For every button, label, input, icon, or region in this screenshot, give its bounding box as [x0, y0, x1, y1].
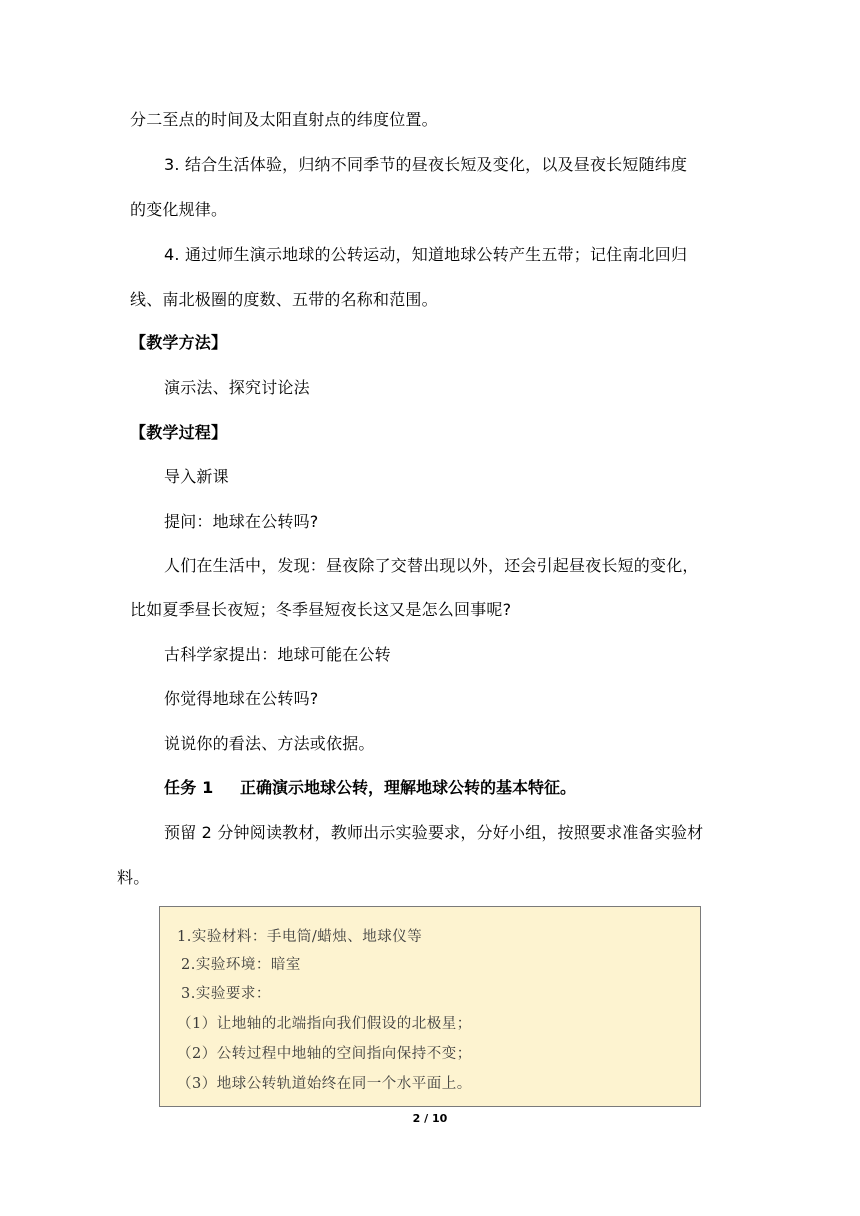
paragraph-line: 分二至点的时间及太阳直射点的纬度位置。 [130, 110, 438, 129]
paragraph-line: 演示法、探究讨论法 [164, 378, 310, 397]
box-line-requirements: 3.实验要求： [181, 986, 271, 1002]
paragraph-line: 预留 2 分钟阅读教材，教师出示实验要求，分好小组，按照要求准备实验材 [164, 823, 704, 842]
section-heading-process: 【教学过程】 [130, 423, 228, 442]
paragraph-line: 4. 通过师生演示地球的公转运动，知道地球公转产生五带；记住南北回归 [164, 245, 688, 264]
paragraph-line: 线、南北极圈的度数、五带的名称和范围。 [130, 290, 438, 309]
paragraph-line: 说说你的看法、方法或依据。 [164, 734, 375, 753]
section-heading-method: 【教学方法】 [130, 333, 228, 352]
paragraph-line: 3. 结合生活体验，归纳不同季节的昼夜长短及变化，以及昼夜长短随纬度 [164, 155, 688, 174]
task-label: 任务 1 [164, 778, 214, 797]
paragraph-line: 导入新课 [164, 467, 229, 486]
box-line-req-1: （1）让地轴的北端指向我们假设的北极星； [177, 1016, 472, 1032]
page-number: 2 / 10 [412, 1112, 448, 1125]
paragraph-line: 人们在生活中，发现：昼夜除了交替出现以外，还会引起昼夜长短的变化， [164, 556, 699, 575]
box-line-environment: 2.实验环境：暗室 [181, 957, 301, 973]
box-line-req-2: （2）公转过程中地轴的空间指向保持不变； [177, 1046, 472, 1062]
paragraph-line: 的变化规律。 [130, 200, 228, 219]
box-line-materials: 1.实验材料：手电筒/蜡烛、地球仪等 [177, 929, 423, 945]
paragraph-line: 料。 [117, 868, 150, 887]
paragraph-line: 古科学家提出：地球可能在公转 [164, 645, 391, 664]
paragraph-line: 比如夏季昼长夜短；冬季昼短夜长这又是怎么回事呢? [130, 600, 512, 619]
box-line-req-3: （3）地球公转轨道始终在同一个水平面上。 [177, 1076, 472, 1092]
paragraph-line: 提问：地球在公转吗? [164, 512, 319, 531]
experiment-requirements-box [159, 906, 701, 1107]
task-title: 正确演示地球公转，理解地球公转的基本特征。 [240, 778, 577, 797]
paragraph-line: 你觉得地球在公转吗? [164, 689, 319, 708]
